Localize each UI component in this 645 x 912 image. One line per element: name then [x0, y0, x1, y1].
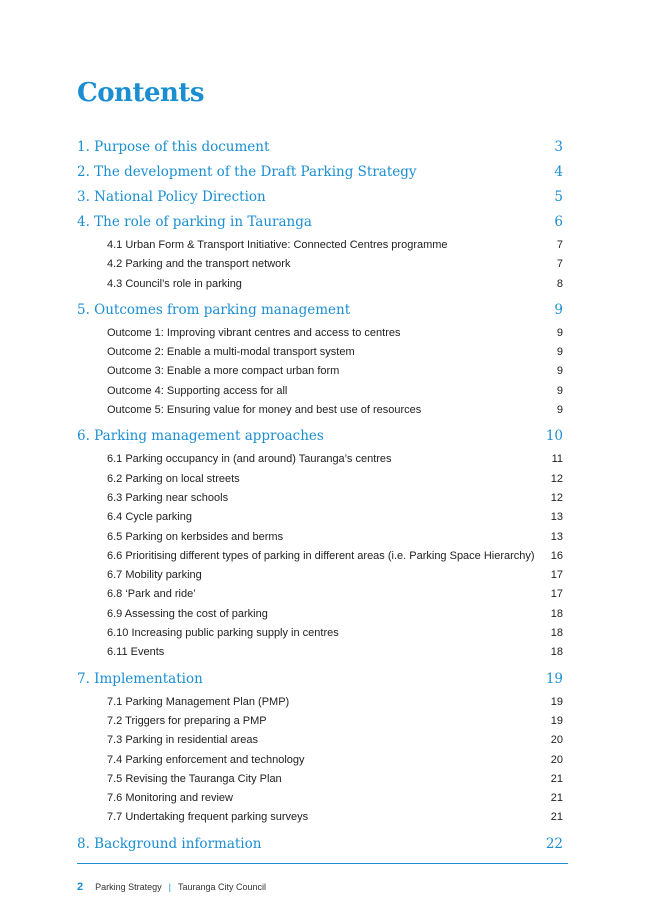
- table-of-contents: [77, 136, 563, 858]
- toc-subsection[interactable]: [77, 808, 563, 827]
- toc-subsection-label: 6.6 Prioritising different types of parking in different areas (i.e. Parking Space Hierarchy): [107, 549, 535, 562]
- toc-section-1[interactable]: [77, 136, 563, 161]
- footer-doc-title: Parking Strategy: [95, 882, 162, 892]
- toc-subsection-label: 6.10 Increasing public parking supply in centres: [107, 627, 339, 640]
- toc-subsection[interactable]: [77, 401, 563, 420]
- toc-subsection[interactable]: [77, 731, 563, 750]
- toc-subsection-label: 4.3 Council’s role in parking: [107, 277, 242, 290]
- toc-subsection-label: Outcome 3: Enable a more compact urban form: [107, 365, 340, 378]
- toc-section-page: 9: [554, 301, 563, 318]
- toc-section-8[interactable]: [77, 833, 563, 858]
- toc-subsection[interactable]: [77, 547, 563, 566]
- toc-subsection[interactable]: [77, 643, 563, 662]
- toc-subsection-label: Outcome 5: Ensuring value for money and best use of resources: [107, 404, 422, 417]
- toc-subsection[interactable]: [77, 528, 563, 547]
- toc-subsection-page: 21: [550, 811, 563, 824]
- toc-subsection[interactable]: [77, 566, 563, 585]
- toc-section-6[interactable]: [77, 425, 563, 450]
- toc-subsection-label: 4.1 Urban Form & Transport Initiative: Connected Centres programme: [107, 239, 448, 251]
- toc-subsection[interactable]: [77, 450, 563, 469]
- toc-subsection-label: Outcome 1: Improving vibrant centres and access to centres: [107, 326, 401, 339]
- toc-subsection-label: 6.1 Parking occupancy in (and around) Tauranga’s centres: [107, 453, 392, 466]
- toc-subsection-label: 6.5 Parking on kerbsides and berms: [107, 530, 284, 543]
- toc-subsection-label: 7.5 Revising the Tauranga City Plan: [107, 772, 282, 785]
- footer-page-number: 2: [77, 881, 84, 893]
- toc-subsection-list: [77, 693, 563, 828]
- toc-section-label: 5. Outcomes from parking management: [77, 301, 351, 318]
- toc-section-3[interactable]: [77, 186, 563, 211]
- toc-subsection-label: 6.2 Parking on local streets: [107, 472, 240, 485]
- toc-subsection-label: 6.3 Parking near schools: [107, 491, 229, 504]
- toc-subsection-page: 11: [551, 453, 563, 466]
- toc-subsection[interactable]: [77, 712, 563, 731]
- toc-section-label: 7. Implementation: [77, 670, 203, 687]
- footer: [77, 881, 266, 893]
- toc-subsection-page: 19: [550, 695, 563, 708]
- toc-subsection[interactable]: [77, 789, 563, 808]
- toc-section-page: 5: [554, 189, 563, 205]
- toc-section-label: 3. National Policy Direction: [77, 189, 266, 205]
- toc-section-label: 1. Purpose of this document: [77, 139, 270, 155]
- toc-subsection[interactable]: [77, 508, 563, 527]
- toc-subsection[interactable]: [77, 489, 563, 508]
- toc-section-5[interactable]: [77, 299, 563, 324]
- toc-subsection-page: 18: [550, 627, 563, 640]
- toc-section-4[interactable]: [77, 211, 563, 236]
- toc-section-page: 4: [554, 164, 563, 180]
- toc-subsection-page: 21: [550, 792, 563, 805]
- toc-subsection-label: 7.6 Monitoring and review: [107, 792, 233, 805]
- toc-subsection[interactable]: [77, 605, 563, 624]
- toc-subsection-page: 12: [550, 491, 563, 504]
- toc-subsection-page: 13: [550, 511, 563, 524]
- toc-subsection-page: 18: [550, 646, 563, 659]
- toc-subsection-label: 6.8 ‘Park and ride’: [107, 588, 196, 601]
- toc-subsection-page: 12: [550, 472, 563, 485]
- toc-subsection-page: 7: [556, 239, 563, 251]
- toc-subsection-page: 7: [556, 258, 563, 271]
- toc-section-label: 4. The role of parking in Tauranga: [77, 214, 312, 230]
- toc-subsection[interactable]: [77, 255, 563, 274]
- toc-subsection-page: 17: [550, 588, 563, 601]
- toc-subsection-list: [77, 236, 563, 294]
- toc-subsection-page: 13: [550, 530, 563, 543]
- toc-subsection[interactable]: [77, 324, 563, 343]
- toc-subsection-list: [77, 324, 563, 420]
- toc-subsection-label: 7.4 Parking enforcement and technology: [107, 753, 305, 766]
- toc-subsection-page: 21: [550, 772, 563, 785]
- toc-section-label: 2. The development of the Draft Parking Strategy: [77, 164, 417, 180]
- toc-subsection-page: 8: [556, 277, 563, 290]
- toc-section-label: 8. Background information: [77, 835, 262, 852]
- toc-subsection-page: 16: [550, 549, 563, 562]
- toc-subsection[interactable]: [77, 343, 563, 362]
- toc-subsection-page: 9: [556, 346, 563, 359]
- toc-subsection[interactable]: [77, 693, 563, 712]
- toc-subsection-label: 6.7 Mobility parking: [107, 569, 202, 582]
- toc-subsection-page: 17: [550, 569, 563, 582]
- toc-subsection-page: 9: [556, 326, 563, 339]
- toc-subsection[interactable]: [77, 751, 563, 770]
- toc-section-page: 3: [554, 139, 563, 155]
- toc-subsection-page: 19: [550, 714, 563, 727]
- toc-section-label: 6. Parking management approaches: [77, 428, 324, 445]
- toc-subsection-label: 6.9 Assessing the cost of parking: [107, 607, 268, 620]
- toc-subsection-label: 4.2 Parking and the transport network: [107, 258, 291, 271]
- toc-subsection-label: Outcome 4: Supporting access for all: [107, 384, 288, 397]
- toc-section-page: 22: [545, 835, 563, 852]
- toc-subsection-label: 6.11 Events: [107, 646, 165, 659]
- toc-subsection-label: 7.1 Parking Management Plan (PMP): [107, 695, 290, 708]
- toc-subsection-label: 7.3 Parking in residential areas: [107, 734, 259, 747]
- toc-subsection-label: Outcome 2: Enable a multi-modal transport system: [107, 346, 355, 359]
- toc-subsection-page: 18: [550, 607, 563, 620]
- toc-section-page: 19: [545, 670, 563, 687]
- footer-divider: [77, 863, 568, 864]
- toc-subsection-page: 9: [556, 365, 563, 378]
- footer-org: Tauranga City Council: [178, 882, 267, 892]
- toc-subsection-page: 9: [556, 384, 563, 397]
- toc-subsection[interactable]: [77, 585, 563, 604]
- toc-subsection[interactable]: [77, 624, 563, 643]
- toc-subsection[interactable]: [77, 275, 563, 294]
- toc-subsection[interactable]: [77, 470, 563, 489]
- toc-subsection-page: 20: [550, 734, 563, 747]
- toc-subsection-label: 6.4 Cycle parking: [107, 511, 192, 524]
- toc-subsection-label: 7.2 Triggers for preparing a PMP: [107, 714, 267, 727]
- toc-subsection[interactable]: [77, 362, 563, 381]
- toc-subsection-page: 20: [550, 753, 563, 766]
- toc-section-2[interactable]: [77, 161, 563, 186]
- footer-separator: |: [168, 882, 172, 892]
- toc-subsection[interactable]: [77, 770, 563, 789]
- toc-section-page: 6: [554, 214, 563, 230]
- toc-subsection-page: 9: [556, 404, 563, 417]
- toc-subsection-list: [77, 450, 563, 662]
- toc-subsection[interactable]: [77, 382, 563, 401]
- toc-section-page: 10: [545, 428, 563, 445]
- toc-subsection-label: 7.7 Undertaking frequent parking surveys: [107, 811, 309, 824]
- toc-section-7[interactable]: [77, 668, 563, 693]
- page-title: Contents: [77, 78, 205, 108]
- toc-subsection[interactable]: [77, 236, 563, 255]
